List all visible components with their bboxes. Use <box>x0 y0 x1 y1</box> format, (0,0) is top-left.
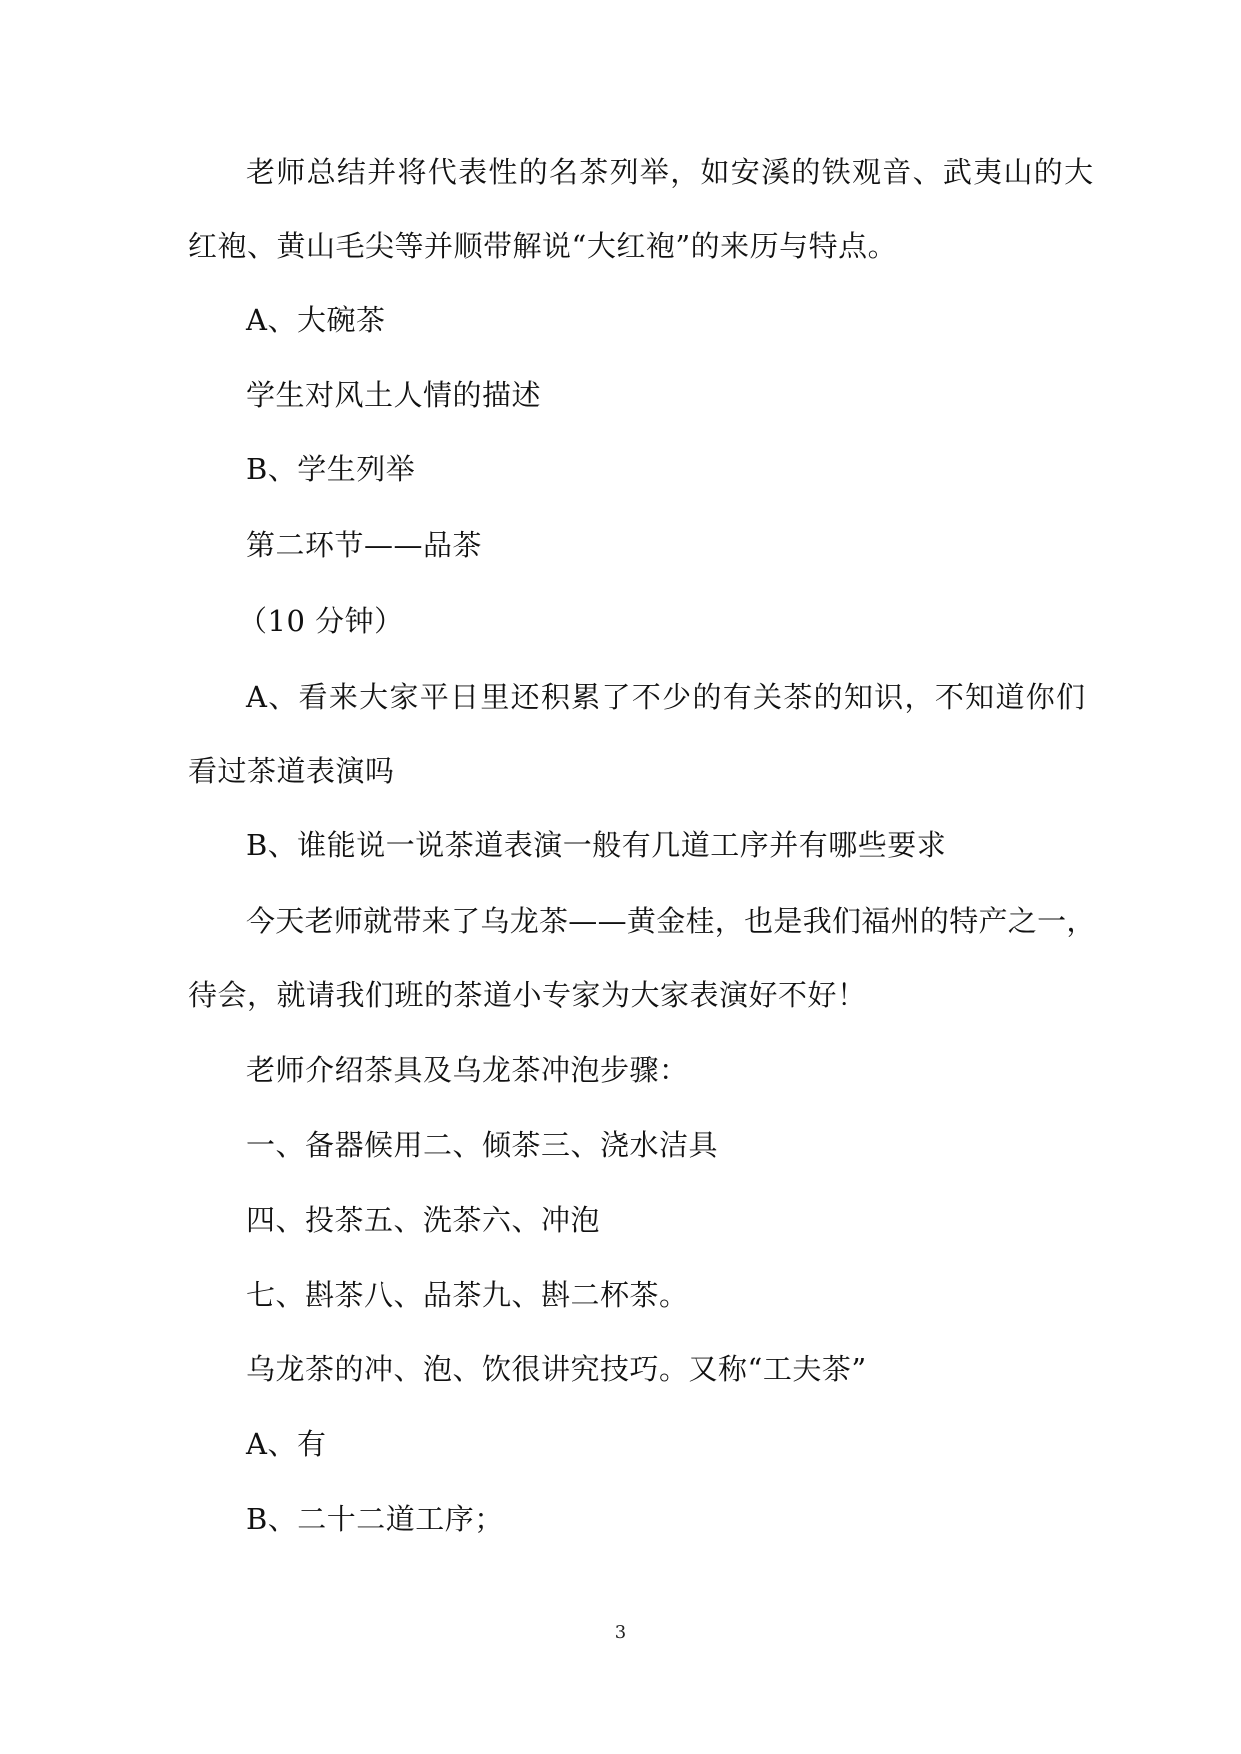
paragraph-line: 学生对风土人情的描述 <box>246 378 542 412</box>
paragraph-line: 看过茶道表演吗 <box>188 754 395 788</box>
paragraph-line: B、二十二道工序； <box>246 1502 504 1536</box>
paragraph-line: B、谁能说一说茶道表演一般有几道工序并有哪些要求 <box>246 828 947 862</box>
paragraph-line: 乌龙茶的冲、泡、饮很讲究技巧。又称“工夫茶” <box>246 1352 867 1386</box>
paragraph-line: B、学生列举 <box>246 452 416 486</box>
paragraph-line: A、有 <box>246 1427 327 1461</box>
paragraph-line: A、看来大家平日里还积累了不少的有关茶的知识，不知道你们 <box>246 680 1087 714</box>
page-number: 3 <box>614 1622 627 1643</box>
paragraph-line: A、大碗茶 <box>246 303 386 337</box>
paragraph-line: 一、备器候用二、倾茶三、浇水洁具 <box>246 1128 719 1162</box>
paragraph-line: 七、斟茶八、品茶九、斟二杯茶。 <box>246 1278 689 1312</box>
paragraph-line: 老师总结并将代表性的名茶列举，如安溪的铁观音、武夷山的大 <box>246 155 1095 189</box>
paragraph-line: 老师介绍茶具及乌龙茶冲泡步骤： <box>246 1053 689 1087</box>
paragraph-line: 待会，就请我们班的茶道小专家为大家表演好不好！ <box>188 978 867 1012</box>
paragraph-line: （10 分钟） <box>238 604 404 638</box>
section-heading: 第二环节——品茶 <box>246 528 483 562</box>
paragraph-line: 红袍、黄山毛尖等并顺带解说“大红袍”的来历与特点。 <box>188 229 898 263</box>
paragraph-line: 四、投茶五、洗茶六、冲泡 <box>246 1203 601 1237</box>
paragraph-line: 今天老师就带来了乌龙茶——黄金桂，也是我们福州的特产之一， <box>246 904 1096 938</box>
